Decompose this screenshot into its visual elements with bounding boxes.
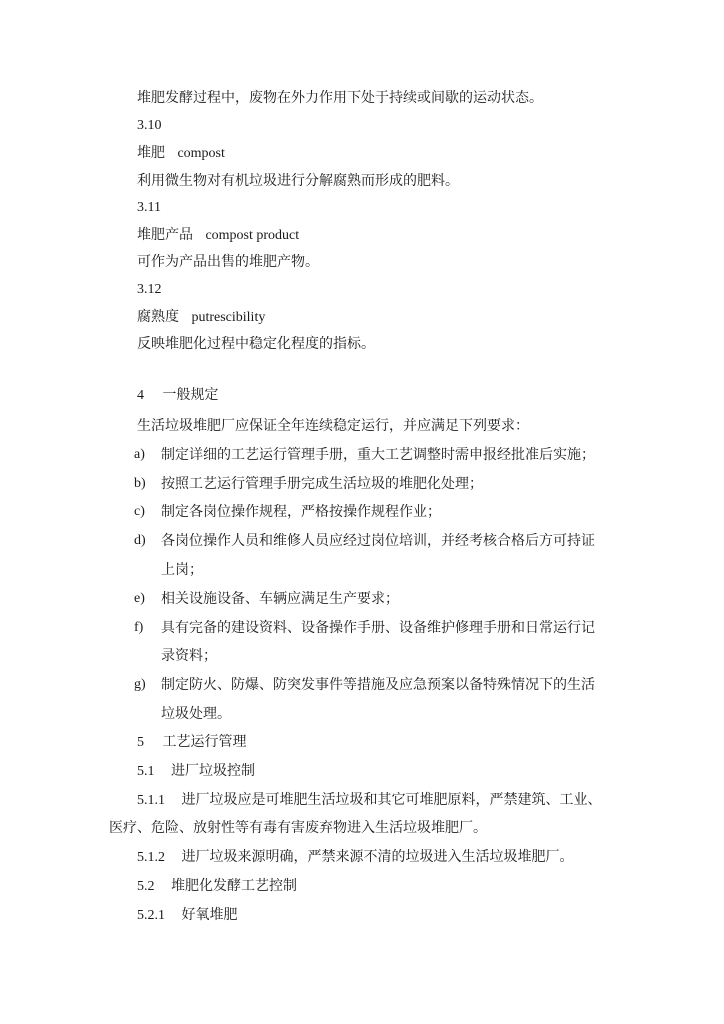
section-number: 5 [137,735,144,750]
term-definition: 可作为产品出售的堆肥产物。 [137,254,319,270]
clause-continuation: 医疗、危险、放射性等有毒有害废弃物进入生活垃圾堆肥厂。 [109,820,487,836]
clause-text: 进厂垃圾应是可堆肥生活垃圾和其它可堆肥原料，严禁建筑、工业、 [181,792,602,808]
list-item-label: a) [134,447,145,462]
list-item-text: 相关设施设备、车辆应满足生产要求； [161,591,399,607]
section-heading [137,386,218,405]
clause-paragraph [137,848,573,867]
subsection-number: 5.1 [137,764,155,779]
subsection-number: 5.2 [137,879,155,894]
list-item-label: g) [134,677,146,692]
section-heading [137,733,246,752]
section-intro: 生活垃圾堆肥厂应保证全年连续稳定运行，并应满足下列要求： [137,418,529,434]
list-item-text: 具有完备的建设资料、设备操作手册、设备维护修理手册和日常运行记 [161,620,595,636]
clause-number: 3.10 [137,118,162,133]
list-item-text: 各岗位操作人员和维修人员应经过岗位培训，并经考核合格后方可持证 [161,533,595,549]
list-item-label: f) [134,620,144,635]
list-item-continuation: 录资料； [161,648,217,664]
term-heading [137,308,265,327]
term-english: putrescibility [191,310,266,325]
paragraph-text: 堆肥发酵过程中，废物在外力作用下处于持续或间歇的运动状态。 [137,90,543,106]
list-item-label: d) [134,533,146,548]
subsection-heading [137,762,255,781]
list-item-text: 按照工艺运行管理手册完成生活垃圾的堆肥化处理； [161,476,483,492]
term-heading [137,144,225,163]
subsection-title: 进厂垃圾控制 [170,763,255,779]
term-definition: 利用微生物对有机垃圾进行分解腐熟而形成的肥料。 [137,173,459,189]
list-item-continuation: 上岗； [161,562,203,578]
clause-number: 5.1.2 [137,850,165,865]
term-chinese: 堆肥产品 [137,227,193,243]
term-english: compost product [205,228,300,243]
term-definition: 反映堆肥化过程中稳定化程度的指标。 [137,336,375,352]
section-number: 4 [137,388,144,403]
list-item-label: c) [134,504,145,519]
list-item-label: e) [134,591,145,606]
list-item-continuation: 垃圾处理。 [161,706,231,722]
list-item-text: 制定详细的工艺运行管理手册，重大工艺调整时需申报经批准后实施； [161,447,595,463]
section-title: 一般规定 [162,387,219,403]
list-item-text: 制定各岗位操作规程，严格按操作规程作业； [161,504,441,520]
clause-number: 3.12 [137,282,162,297]
clause-paragraph [137,791,601,810]
subsection-heading [137,877,297,896]
term-english: compost [177,146,225,161]
clause-number: 3.11 [137,200,161,215]
clause-heading [137,906,237,925]
term-chinese: 堆肥 [137,145,165,161]
term-heading [137,226,299,245]
subsection-title: 堆肥化发酵工艺控制 [170,878,297,894]
list-item-label: b) [134,476,146,491]
list-item-text: 制定防火、防爆、防突发事件等措施及应急预案以备特殊情况下的生活 [161,677,595,693]
clause-text: 进厂垃圾来源明确，严禁来源不清的垃圾进入生活垃圾堆肥厂。 [181,849,574,865]
term-chinese: 腐熟度 [137,309,179,325]
clause-number: 5.1.1 [137,793,165,808]
clause-title: 好氧堆肥 [181,907,238,923]
clause-number: 5.2.1 [137,908,165,923]
section-title: 工艺运行管理 [162,734,247,750]
